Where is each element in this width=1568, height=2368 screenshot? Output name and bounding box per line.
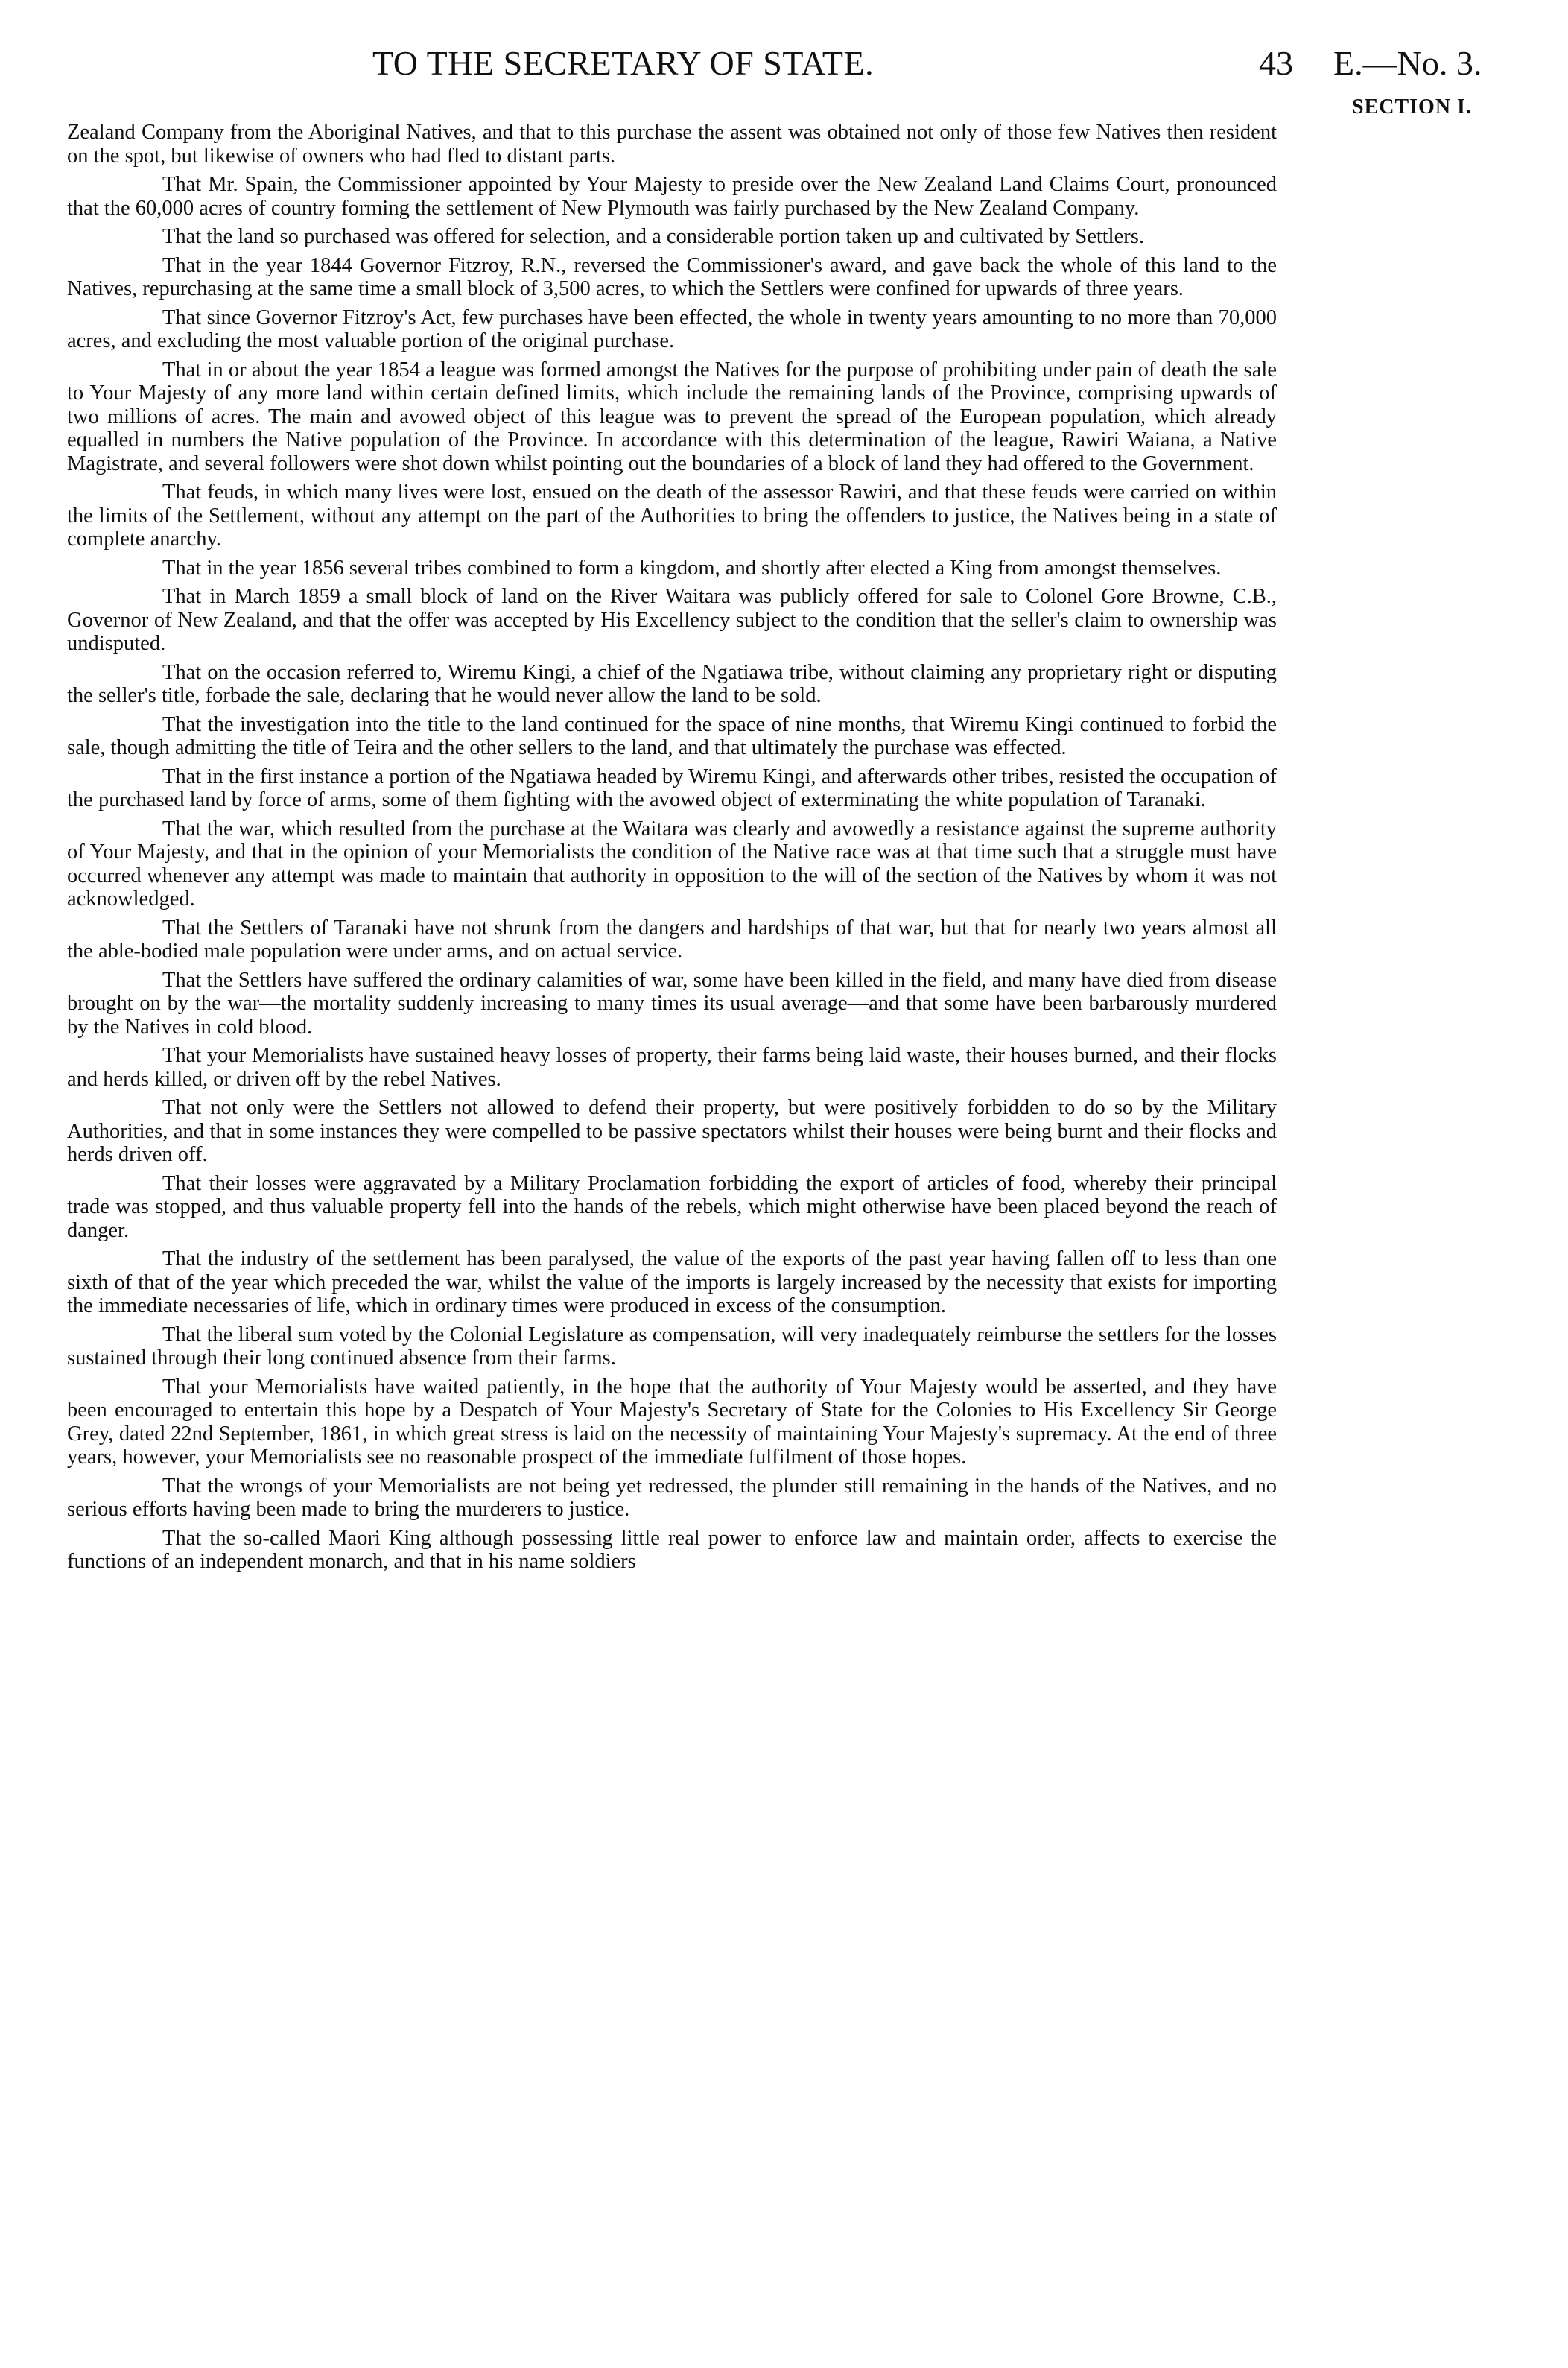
section-label: SECTION I. — [1352, 95, 1472, 118]
paragraph: That since Governor Fitzroy's Act, few purchases have been effected, the whole in twenty years amounting to no more than 70,000 acres, and excluding the most valuable portion of the original purchase. — [67, 306, 1277, 352]
page-number: 43 — [1259, 44, 1293, 82]
paragraph: That on the occasion referred to, Wiremu Kingi, a chief of the Ngatiawa tribe, without claiming any proprietary right or disputing the seller's title, forbade the sale, declaring that he would never allow the land to be sold. — [67, 660, 1277, 707]
running-title: TO THE SECRETARY OF STATE. — [372, 44, 875, 82]
paragraph: That the Settlers of Taranaki have not shrunk from the dangers and hardships of that war, but that for nearly two years almost all the able-bodied male population were under arms, and on actual service. — [67, 916, 1277, 963]
paragraph: That the industry of the settlement has been paralysed, the value of the exports of the past year having fallen off to less than one sixth of that of the year which preceded the war, whilst the value of the imports is largely increased by the necessity that exists for importing the immediate necessaries of life, which in ordinary times were produced in excess of the consumption. — [67, 1247, 1277, 1317]
paragraph: That in the year 1844 Governor Fitzroy, R.N., reversed the Commissioner's award, and gave back the whole of this land to the Natives, repurchasing at the same time a small block of 3,500 acres, to which the Settlers were confined for upwards of three years. — [67, 253, 1277, 300]
paragraph: That the liberal sum voted by the Colonial Legislature as compensation, will very inadequately reimburse the settlers for the losses sustained through their long continued absence from their farms. — [67, 1323, 1277, 1370]
paragraph: That feuds, in which many lives were lost, ensued on the death of the assessor Rawiri, and that these feuds were carried on within the limits of the Settlement, without any attempt on the part of the Authorities to bring the offenders to justice, the Natives being in a state of complete anarchy. — [67, 481, 1277, 551]
paragraph: That not only were the Settlers not allowed to defend their property, but were positively forbidden to do so by the Military Authorities, and that in some instances they were compelled to be passive spectators whilst their houses were being burnt and their flocks and herds driven off. — [67, 1096, 1277, 1166]
paragraph: Zealand Company from the Aboriginal Natives, and that to this purchase the assent was obtained not only of those few Natives then resident on the spot, but likewise of owners who had fled to distant parts. — [67, 121, 1277, 168]
document-code: E.—No. 3. — [1333, 44, 1482, 82]
paragraph: That the so-called Maori King although possessing little real power to enforce law and maintain order, affects to exercise the functions of an independent monarch, and that in his name soldiers — [67, 1526, 1277, 1573]
paragraph: That the Settlers have suffered the ordinary calamities of war, some have been killed in the field, and many have died from disease brought on by the war—the mortality suddenly increasing to many times its usual average—and that some have been barbarously murdered by the Natives in cold blood. — [67, 968, 1277, 1039]
paragraph: That in March 1859 a small block of land on the River Waitara was publicly offered for sale to Colonel Gore Browne, C.B., Governor of New Zealand, and that the offer was accepted by His Excellency subject to the condition that the seller's claim to ownership was undisputed. — [67, 585, 1277, 655]
paragraph: That the investigation into the title to the land continued for the space of nine months, that Wiremu Kingi continued to forbid the sale, though admitting the title of Teira and the other sellers to the land, and that ultimately the purchase was effected. — [67, 712, 1277, 759]
paragraph: That in the year 1856 several tribes combined to form a kingdom, and shortly after elected a King from amongst themselves. — [162, 556, 1222, 580]
paragraph: That in or about the year 1854 a league was formed amongst the Natives for the purpose of prohibiting under pain of death the sale to Your Majesty of any more land within certain defined limits, which include the remaining lands of the Province, comprising upwards of two millions of acres. The main and avowed object of this league was to prevent the spread of the European population, which already equalled in numbers the Native population of the Province. In accordance with this determination of the league, Rawiri Waiana, a Native Magistrate, and several followers were shot down whilst pointing out the boundaries of a block of land they had offered to the Government. — [67, 358, 1277, 475]
paragraph: That in the first instance a portion of the Ngatiawa headed by Wiremu Kingi, and afterwards other tribes, resisted the occupation of the purchased land by force of arms, some of them fighting with the avowed object of exterminating the white population of Taranaki. — [67, 764, 1277, 811]
paragraph: That your Memorialists have waited patiently, in the hope that the authority of Your Majesty would be asserted, and they have been encouraged to entertain this hope by a Despatch of Your Majesty's Secretary of State for the Colonies to His Excellency Sir George Grey, dated 22nd September, 1861, in which great stress is laid on the necessity of maintaining Your Majesty's supremacy. At the end of three years, however, your Memorialists see no reasonable prospect of the immediate fulfilment of those hopes. — [67, 1375, 1277, 1469]
paragraph: That your Memorialists have sustained heavy losses of property, their farms being laid waste, their houses burned, and their flocks and herds killed, or driven off by the rebel Natives. — [67, 1044, 1277, 1091]
paragraph: That the land so purchased was offered for selection, and a considerable portion taken up and cultivated by Settlers. — [162, 225, 1144, 248]
paragraph: That the war, which resulted from the purchase at the Waitara was clearly and avowedly a resistance against the supreme authority of Your Majesty, and that in the opinion of your Memorialists the condition of the Native race was at that time such that a struggle must have occurred whenever any attempt was made to maintain that authority in opposition to the will of the section of the Natives by whom it was not acknowledged. — [67, 817, 1277, 911]
paragraph: That their losses were aggravated by a Military Proclamation forbidding the export of articles of food, whereby their principal trade was stopped, and thus valuable property fell into the hands of the rebels, which might otherwise have been placed beyond the reach of danger. — [67, 1171, 1277, 1242]
paragraph: That the wrongs of your Memorialists are not being yet redressed, the plunder still remaining in the hands of the Natives, and no serious efforts having been made to bring the murderers to justice. — [67, 1474, 1277, 1521]
paragraph: That Mr. Spain, the Commissioner appointed by Your Majesty to preside over the New Zealand Land Claims Court, pronounced that the 60,000 acres of country forming the settlement of New Plymouth was fairly purchased by the New Zealand Company. — [67, 173, 1277, 220]
body-text — [67, 121, 1277, 1579]
